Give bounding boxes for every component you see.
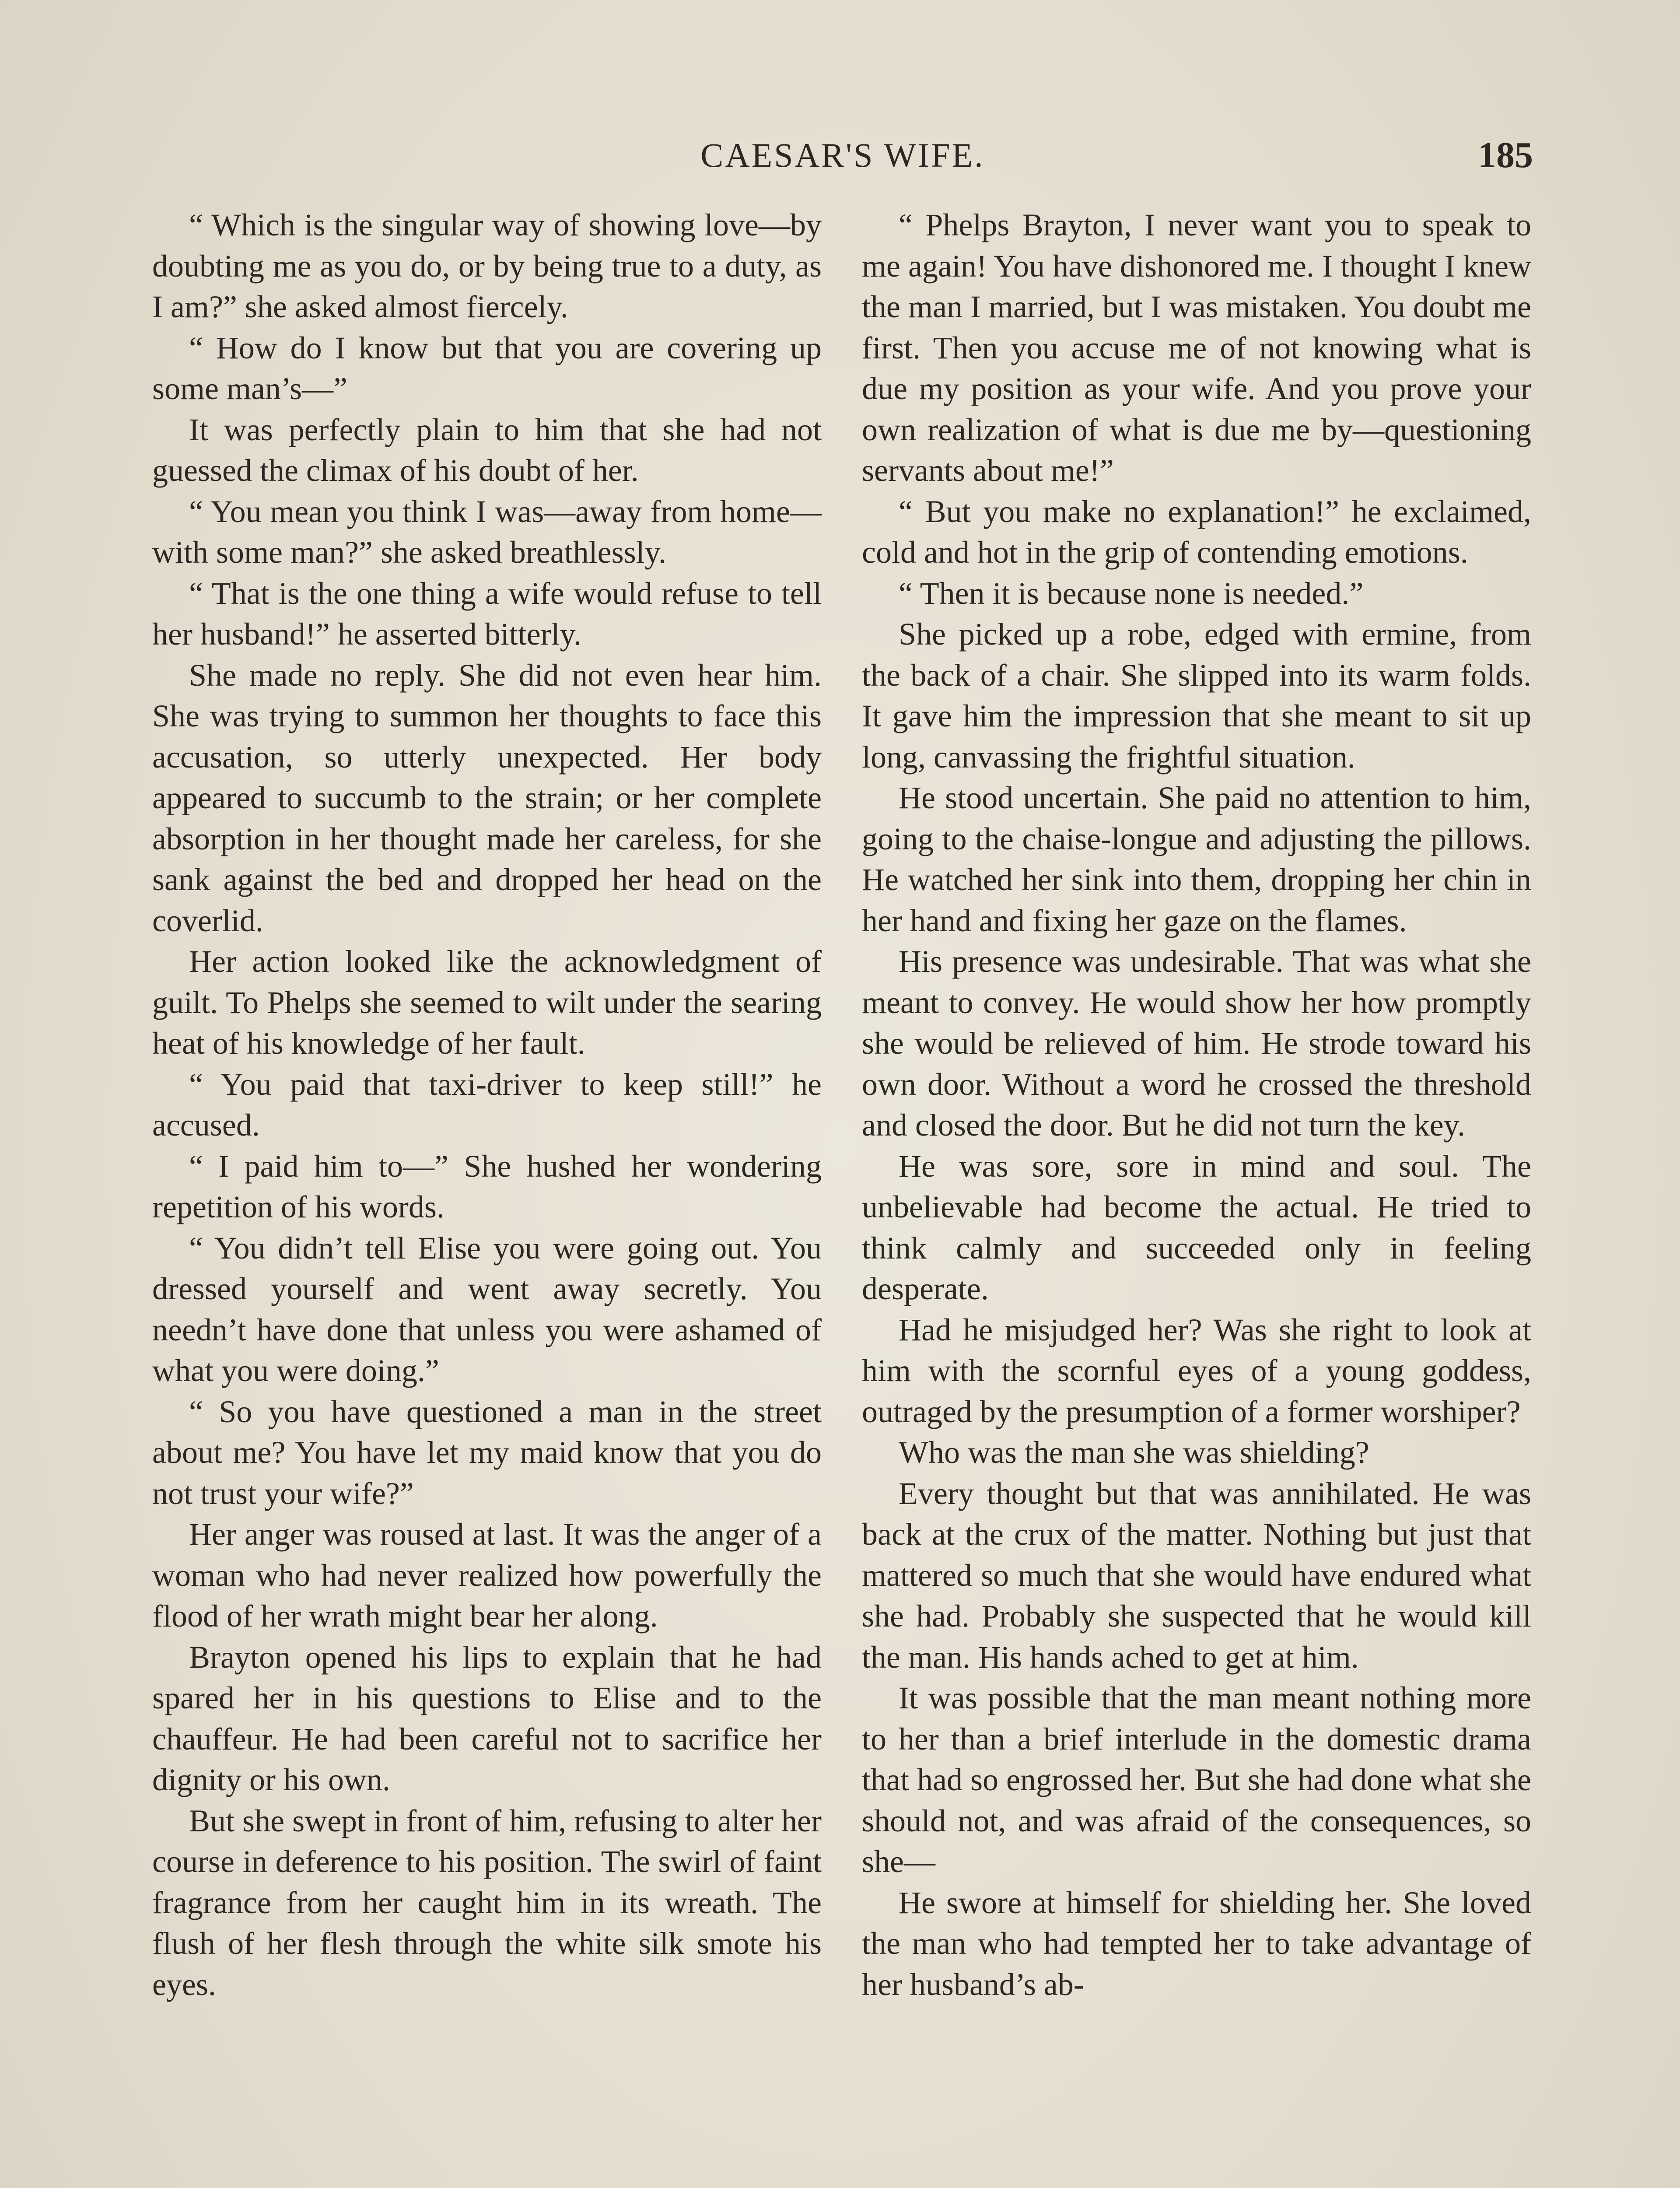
left-column: [152, 205, 822, 2005]
paragraph: Every thought but that was annihilated. He was back at the crux of the matter. Nothing but just that mattered so much that she would have endured what she had. Probably she suspected that he would kill the man. His hands ached to get at him.: [862, 1476, 1531, 1675]
page-number: 185: [1478, 135, 1533, 175]
paragraph: He stood uncertain. She paid no attention to him, going to the chaise-longue and adjusting the pillows. He watched her sink into them, dropping her chin in her hand and fixing her gaze on the flames.: [862, 780, 1531, 938]
paragraph: “ You didn’t tell Elise you were going out. You dressed yourself and went away secretly. You needn’t have done that unless you were ashamed of what you were doing.”: [152, 1230, 822, 1388]
paragraph: “ How do I know but that you are covering up some man’s—”: [152, 330, 822, 406]
paragraph: Had he misjudged her? Was she right to look at him with the scornful eyes of a young goddess, outraged by the presumption of a former worshiper?: [862, 1312, 1531, 1429]
paragraph: It was perfectly plain to him that she had not guessed the climax of his doubt of her.: [152, 412, 822, 488]
paragraph: He swore at himself for shielding her. She loved the man who had tempted her to take advantage of her husband’s ab-: [862, 1885, 1531, 2002]
paragraph: “ You paid that taxi-driver to keep still!” he accused.: [152, 1066, 822, 1143]
paragraph: But she swept in front of him, refusing to alter her course in deference to his position. The swirl of faint fragrance from her caught him in its wreath. The flush of her flesh through the white silk smote his eyes.: [152, 1803, 822, 2002]
paragraph: He was sore, sore in mind and soul. The unbelievable had become the actual. He tried to think calmly and succeeded only in feeling desperate.: [862, 1148, 1531, 1306]
paragraph: Who was the man she was shielding?: [899, 1435, 1369, 1470]
paragraph: Brayton opened his lips to explain that he had spared her in his questions to Elise and to the chauffeur. He had been careful not to sacrifice her dignity or his own.: [152, 1639, 822, 1797]
paragraph: His presence was undesirable. That was what she meant to convey. He would show her how promptly she would be relieved of him. He strode toward his own door. Without a word he crossed the threshold and closed the door. But he did not turn the key.: [862, 944, 1531, 1143]
paragraph: “ That is the one thing a wife would refuse to tell her husband!” he asserted bitterly.: [152, 575, 822, 652]
paragraph: “ But you make no explanation!” he exclaimed, cold and hot in the grip of contending emotions.: [862, 494, 1531, 570]
paragraph: “ So you have questioned a man in the street about me? You have let my maid know that you do not trust your wife?”: [152, 1394, 822, 1511]
right-column: [862, 205, 1531, 2005]
paragraph: Her action looked like the acknowledgment of guilt. To Phelps she seemed to wilt under the searing heat of his knowledge of her fault.: [152, 944, 822, 1061]
paragraph: “ Phelps Brayton, I never want you to speak to me again! You have dishonored me. I thought I knew the man I married, but I was mistaken. You doubt me first. Then you accuse me of not knowing what is due my position as your wife. And you prove your own realization of what is due me by—questioning servants about me!”: [862, 207, 1531, 488]
paragraph: She picked up a robe, edged with ermine, from the back of a chair. She slipped into its warm folds. It gave him the impression that she meant to sit up long, canvassing the frightful situation.: [862, 617, 1531, 775]
paragraph: It was possible that the man meant nothing more to her than a brief interlude in the domestic drama that had so engrossed her. But she had done what she should not, and was afraid of the consequences, so she—: [862, 1680, 1531, 1879]
paragraph: “ You mean you think I was—away from home—with some man?” she asked breathlessly.: [152, 494, 822, 570]
paragraph: “ Which is the singular way of showing love—by doubting me as you do, or by being true to a duty, as I am?” she asked almost fiercely.: [152, 207, 822, 324]
running-title: CAESAR'S WIFE.: [700, 136, 985, 174]
running-head: [152, 131, 1533, 184]
paragraph: She made no reply. She did not even hear him. She was trying to summon her thoughts to face this accusation, so utterly unexpected. Her body appeared to succumb to the strain; or her complete absorption in her thought made her careless, for she sank against the bed and dropped her head on the coverlid.: [152, 657, 822, 938]
paragraph: “ Then it is because none is needed.”: [899, 575, 1364, 611]
paragraph: Her anger was roused at last. It was the anger of a woman who had never realized how powerfully the flood of her wrath might bear her along.: [152, 1517, 822, 1634]
paragraph: “ I paid him to—” She hushed her wondering repetition of his words.: [152, 1148, 822, 1224]
